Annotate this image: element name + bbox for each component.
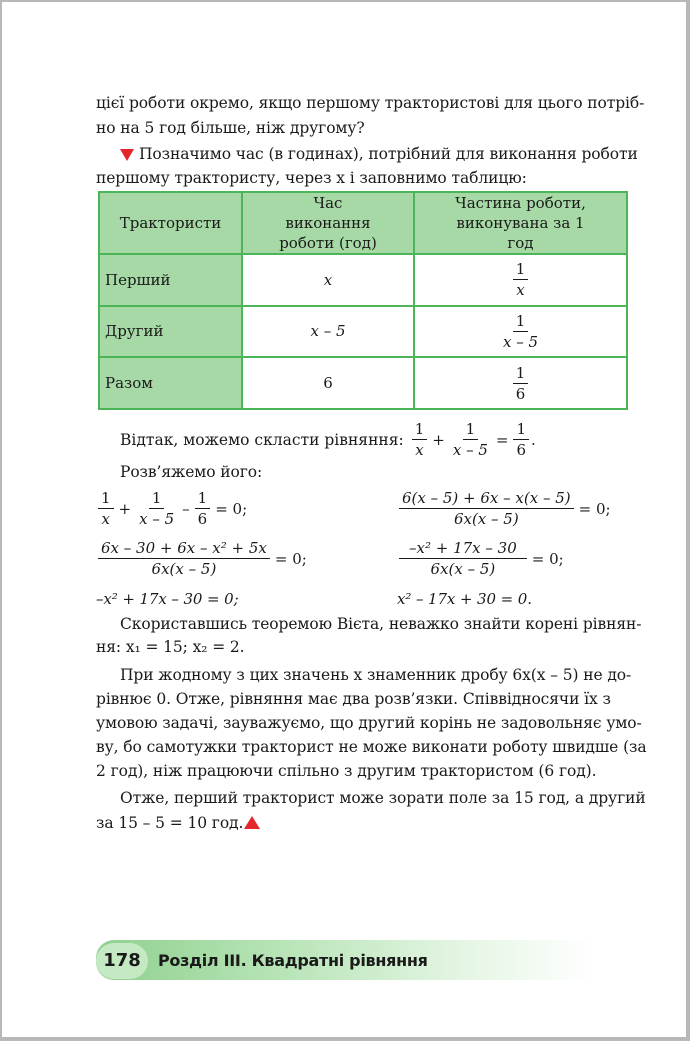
table-header-cell: Частина роботи, виконувана за 1 год [414,192,627,254]
fraction-numerator: 1 [513,312,529,332]
table-header-cell: Час виконання роботи (год) [242,192,414,254]
analysis-line-4: ву, бо самотужки тракторист не може виконати роботу швидше (за [96,738,647,756]
fraction-numerator: 6x – 30 + 6x – x² + 5x [98,539,270,559]
table-cell-name: Другий [99,306,242,358]
fraction-numerator: 1 [149,489,165,509]
step-tail: = 0; [531,549,564,568]
fraction-numerator: 1 [513,420,529,440]
step-5: –x² + 17x – 30 = 0; [96,590,239,608]
table-cell-time: x – 5 [242,306,414,358]
solve-intro: Розв’яжемо його: [120,463,263,481]
analysis-line-3: умовою задачі, зауважуємо, що другий корінь не задовольняє умо- [96,714,642,732]
table-row [99,254,627,306]
plus-sign: + [432,430,445,449]
page-number: 178 [96,943,148,979]
fraction-numerator: 6(x – 5) + 6x – x(x – 5) [399,489,574,509]
table-cell-fraction [414,254,627,306]
fraction-denominator: x – 5 [502,332,539,351]
step-3 [96,539,310,578]
solution-end-marker-icon [244,816,260,829]
fraction-numerator: 1 [195,489,211,509]
step-tail: = 0; [274,549,307,568]
table-cell-name: Перший [99,254,242,306]
fraction-numerator: 1 [513,364,529,384]
intro-line-2: но на 5 год більше, ніж другому? [96,119,365,137]
fraction-denominator: 6x(x – 5) [151,560,217,578]
solution-line-1: Позначимо час (в годинах), потрібний для виконання роботи [139,145,638,163]
chapter-title: Розділ ІІІ. Квадратні рівняння [158,951,428,970]
step-tail: = 0; [578,499,611,518]
table-row [99,357,627,409]
solution-line-2: першому трактористу, через x і заповнимо таблицю: [96,169,527,187]
fraction-denominator: 6 [197,510,208,528]
vieta-line-2: ня: x₁ = 15; x₂ = 2. [96,638,245,656]
fraction-numerator: 1 [513,260,529,280]
fraction-denominator: 6 [515,384,526,403]
table-header-cell: Трактористи [99,192,242,254]
table-cell-time: 6 [242,357,414,409]
equation-line [120,420,536,459]
fraction-numerator: 1 [463,420,479,440]
table-row [99,306,627,358]
minus-sign: – [182,499,190,518]
fraction-denominator: 6x(x – 5) [453,510,519,528]
step-6: x² – 17x + 30 = 0. [397,590,532,608]
table-header-row [99,192,627,254]
fraction-denominator: x [415,441,424,459]
table-cell-time: x [242,254,414,306]
conclusion-line-1: Отже, перший тракторист може зорати поле за 15 год, а другий [120,789,646,807]
step-2 [397,489,614,528]
table-cell-fraction [414,306,627,358]
fraction-denominator: x [101,510,110,528]
plus-sign: + [118,499,132,518]
fraction-denominator: x – 5 [452,441,488,459]
vieta-line-1: Скориставшись теоремою Вієта, неважко знайти корені рівнян- [120,615,642,633]
fraction-denominator: x [516,281,525,300]
page [2,2,686,1037]
fraction-denominator: 6 [516,441,527,459]
analysis-line-5: 2 год), ніж працюючи спільно з другим трактористом (6 год). [96,762,597,780]
analysis-line-1: При жодному з цих значень x знаменник дробу 6x(x – 5) не до- [120,666,632,684]
fraction-numerator: 1 [412,420,428,440]
equation-intro: Відтак, можемо скласти рівняння: [120,430,404,449]
step-1 [96,489,250,528]
step-4 [397,539,567,578]
intro-line-1: цієї роботи окремо, якщо першому трактористові для цього потріб- [96,94,645,112]
solution-start-marker-icon [120,149,134,161]
equals-sign: = [495,430,509,449]
conclusion-line-2: за 15 – 5 = 10 год. [96,814,244,832]
fraction-numerator: 1 [98,489,114,509]
fraction-numerator: –x² + 17x – 30 [399,539,527,559]
step-tail: = 0; [215,499,248,518]
table-cell-fraction [414,357,627,409]
analysis-line-2: рівнює 0. Отже, рівняння має два розв’язки. Співвідносячи їх з [96,690,611,708]
table-cell-name: Разом [99,357,242,409]
data-table [98,191,628,410]
fraction-denominator: x – 5 [139,510,175,528]
fraction-denominator: 6x(x – 5) [430,560,496,578]
period: . [531,430,536,449]
